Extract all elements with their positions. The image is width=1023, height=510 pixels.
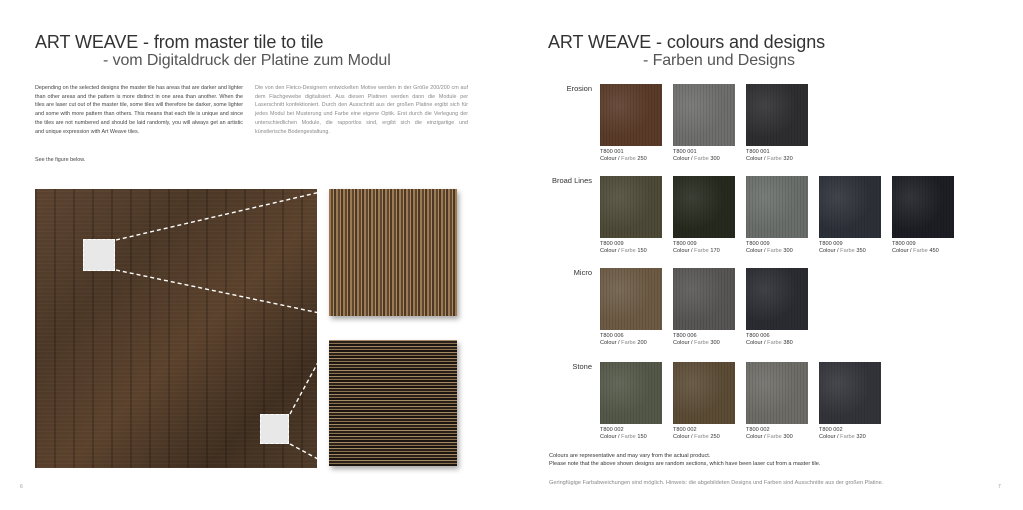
swatch-colour-line: Colour / Farbe 250: [673, 434, 720, 440]
colour-swatch: [600, 362, 662, 424]
farbe-label: Farbe: [621, 340, 636, 346]
farbe-number: 200: [637, 340, 647, 346]
see-figure-note: See the figure below.: [35, 157, 86, 163]
swatch-code: T800 009: [673, 241, 697, 247]
swatch-colour-line: Colour / Farbe 320: [819, 434, 866, 440]
swatch-caption: [673, 149, 720, 163]
sample-area-lower: [260, 414, 289, 444]
swatch-caption: [600, 333, 647, 347]
swatch-caption: [746, 427, 793, 441]
colour-label: Colour: [746, 434, 763, 440]
zoom-detail-dark: [329, 340, 457, 466]
farbe-label: Farbe: [840, 434, 855, 440]
swatch-caption: [819, 427, 866, 441]
farbe-number: 300: [783, 248, 793, 254]
colour-swatch: [746, 176, 808, 238]
farbe-number: 170: [710, 248, 720, 254]
farbe-label: Farbe: [621, 434, 636, 440]
colour-label: Colour: [746, 248, 763, 254]
colour-swatch: [746, 362, 808, 424]
zoom-detail-light: [329, 189, 457, 316]
swatch-code: T800 002: [600, 427, 624, 433]
farbe-label: Farbe: [694, 248, 709, 254]
swatch-code: T800 001: [673, 149, 697, 155]
farbe-number: 250: [710, 434, 720, 440]
farbe-label: Farbe: [767, 340, 782, 346]
swatch-colour-line: Colour / Farbe 300: [673, 156, 720, 162]
swatch-code: T800 001: [746, 149, 770, 155]
swatch-caption: [819, 241, 866, 255]
disclaimer-line-1: Colours are representative and may vary from the actual product.: [549, 453, 711, 459]
page-number-right: 7: [998, 484, 1001, 490]
swatch-colour-line: Colour / Farbe 450: [892, 248, 939, 254]
swatch-code: T800 001: [600, 149, 624, 155]
swatch-code: T800 002: [673, 427, 697, 433]
swatch-colour-line: Colour / Farbe 300: [746, 434, 793, 440]
intro-text-en: Depending on the selected designs the master tile has areas that are darker and lighter than other areas and the pattern is more distinct in one area than another. When the tiles are laser cut out of the master tile, some tiles will therefore be darker, some lighter and some with more pattern than others. This means that each tile is unique and since the tiles are not numbered and should be laid randomly, you will always get an artistic and unique expression with Art Weave tiles.: [35, 85, 243, 135]
colour-swatch: [746, 268, 808, 330]
swatch-colour-line: Colour / Farbe 350: [819, 248, 866, 254]
farbe-number: 150: [637, 434, 647, 440]
left-page-subtitle: - vom Digitaldruck der Platine zum Modul: [103, 52, 391, 69]
colour-swatch: [819, 176, 881, 238]
farbe-number: 380: [783, 340, 793, 346]
colour-label: Colour: [673, 156, 690, 162]
farbe-number: 300: [783, 434, 793, 440]
category-label: Broad Lines: [551, 176, 592, 185]
category-label: Micro: [573, 268, 592, 277]
colour-label: Colour: [746, 340, 763, 346]
swatch-code: T800 006: [673, 333, 697, 339]
farbe-number: 300: [710, 340, 720, 346]
swatch-caption: [746, 149, 793, 163]
category-label: Erosion: [566, 84, 592, 93]
colour-swatch: [673, 84, 735, 146]
swatch-code: T800 006: [600, 333, 624, 339]
farbe-label: Farbe: [621, 156, 636, 162]
colour-swatch: [746, 84, 808, 146]
colour-label: Colour: [819, 434, 836, 440]
colour-label: Colour: [673, 434, 690, 440]
farbe-number: 300: [710, 156, 720, 162]
colour-label: Colour: [746, 156, 763, 162]
swatch-caption: [673, 427, 720, 441]
colour-label: Colour: [819, 248, 836, 254]
swatch-caption: [673, 241, 720, 255]
farbe-number: 450: [929, 248, 939, 254]
swatch-code: T800 002: [746, 427, 770, 433]
farbe-label: Farbe: [767, 248, 782, 254]
farbe-number: 350: [856, 248, 866, 254]
swatch-code: T800 009: [892, 241, 916, 247]
farbe-label: Farbe: [694, 340, 709, 346]
farbe-number: 320: [783, 156, 793, 162]
swatch-colour-line: Colour / Farbe 150: [600, 434, 647, 440]
swatch-colour-line: Colour / Farbe 300: [746, 248, 793, 254]
swatch-caption: [746, 241, 793, 255]
right-page-subtitle: - Farben und Designs: [643, 52, 795, 69]
master-tile-image: [35, 189, 317, 468]
swatch-caption: [892, 241, 939, 255]
colour-swatch: [892, 176, 954, 238]
page-number-left: 6: [20, 484, 23, 490]
farbe-label: Farbe: [913, 248, 928, 254]
farbe-label: Farbe: [767, 156, 782, 162]
swatch-code: T800 009: [746, 241, 770, 247]
farbe-number: 250: [637, 156, 647, 162]
colour-swatch: [819, 362, 881, 424]
colour-label: Colour: [892, 248, 909, 254]
colour-label: Colour: [673, 340, 690, 346]
colour-label: Colour: [600, 156, 617, 162]
colour-swatch: [600, 84, 662, 146]
swatch-caption: [600, 149, 647, 163]
colour-label: Colour: [600, 434, 617, 440]
colour-label: Colour: [673, 248, 690, 254]
colour-swatch: [600, 176, 662, 238]
colour-swatch: [673, 362, 735, 424]
colour-swatch: [673, 268, 735, 330]
farbe-label: Farbe: [694, 156, 709, 162]
farbe-label: Farbe: [840, 248, 855, 254]
farbe-number: 320: [856, 434, 866, 440]
sample-area-upper: [83, 239, 115, 271]
swatch-caption: [673, 333, 720, 347]
farbe-label: Farbe: [767, 434, 782, 440]
swatch-code: T800 009: [819, 241, 843, 247]
category-label: Stone: [572, 362, 592, 371]
colour-label: Colour: [600, 340, 617, 346]
colour-swatch: [600, 268, 662, 330]
right-page-title: ART WEAVE - colours and designs: [548, 32, 826, 52]
swatch-colour-line: Colour / Farbe 200: [600, 340, 647, 346]
swatch-colour-line: Colour / Farbe 170: [673, 248, 720, 254]
swatch-caption: [600, 241, 647, 255]
swatch-colour-line: Colour / Farbe 250: [600, 156, 647, 162]
swatch-code: T800 006: [746, 333, 770, 339]
disclaimer-line-2: Please note that the above shown designs are random sections, which have been laser cut from a master tile.: [549, 461, 821, 467]
swatch-code: T800 002: [819, 427, 843, 433]
swatch-code: T800 009: [600, 241, 624, 247]
farbe-number: 150: [637, 248, 647, 254]
right-page: [512, 0, 1023, 510]
swatch-colour-line: Colour / Farbe 320: [746, 156, 793, 162]
colour-swatch: [673, 176, 735, 238]
swatch-caption: [746, 333, 793, 347]
farbe-label: Farbe: [621, 248, 636, 254]
disclaimer-de: Geringfügige Farbabweichungen sind möglich. Hinweis: die abgebildeten Designs und Farben sind Ausschnitte aus der großen Platine.: [549, 480, 884, 486]
swatch-colour-line: Colour / Farbe 380: [746, 340, 793, 346]
intro-text-de: Die von den Fletco-Designern entwickelten Motive werden in der Größe 200/200 cm auf dem Flachgewebe digitalisiert. Aus diesen Platinen werden dann die Module per Laserschnitt konfektioniert. Durch den Ausschnitt aus der großen Platine ergibt sich für jedes Modul bei Musterung und Farbe eine eigene Optik. Erst durch die Verlegung der unterschiedlichen Module, die rapportlos sind, ergibt sich die einzigartige und künstlerische Bodengestaltung.: [255, 85, 468, 135]
swatch-caption: [600, 427, 647, 441]
swatch-colour-line: Colour / Farbe 300: [673, 340, 720, 346]
colour-label: Colour: [600, 248, 617, 254]
farbe-label: Farbe: [694, 434, 709, 440]
swatch-colour-line: Colour / Farbe 150: [600, 248, 647, 254]
left-page-title: ART WEAVE - from master tile to tile: [35, 32, 324, 52]
